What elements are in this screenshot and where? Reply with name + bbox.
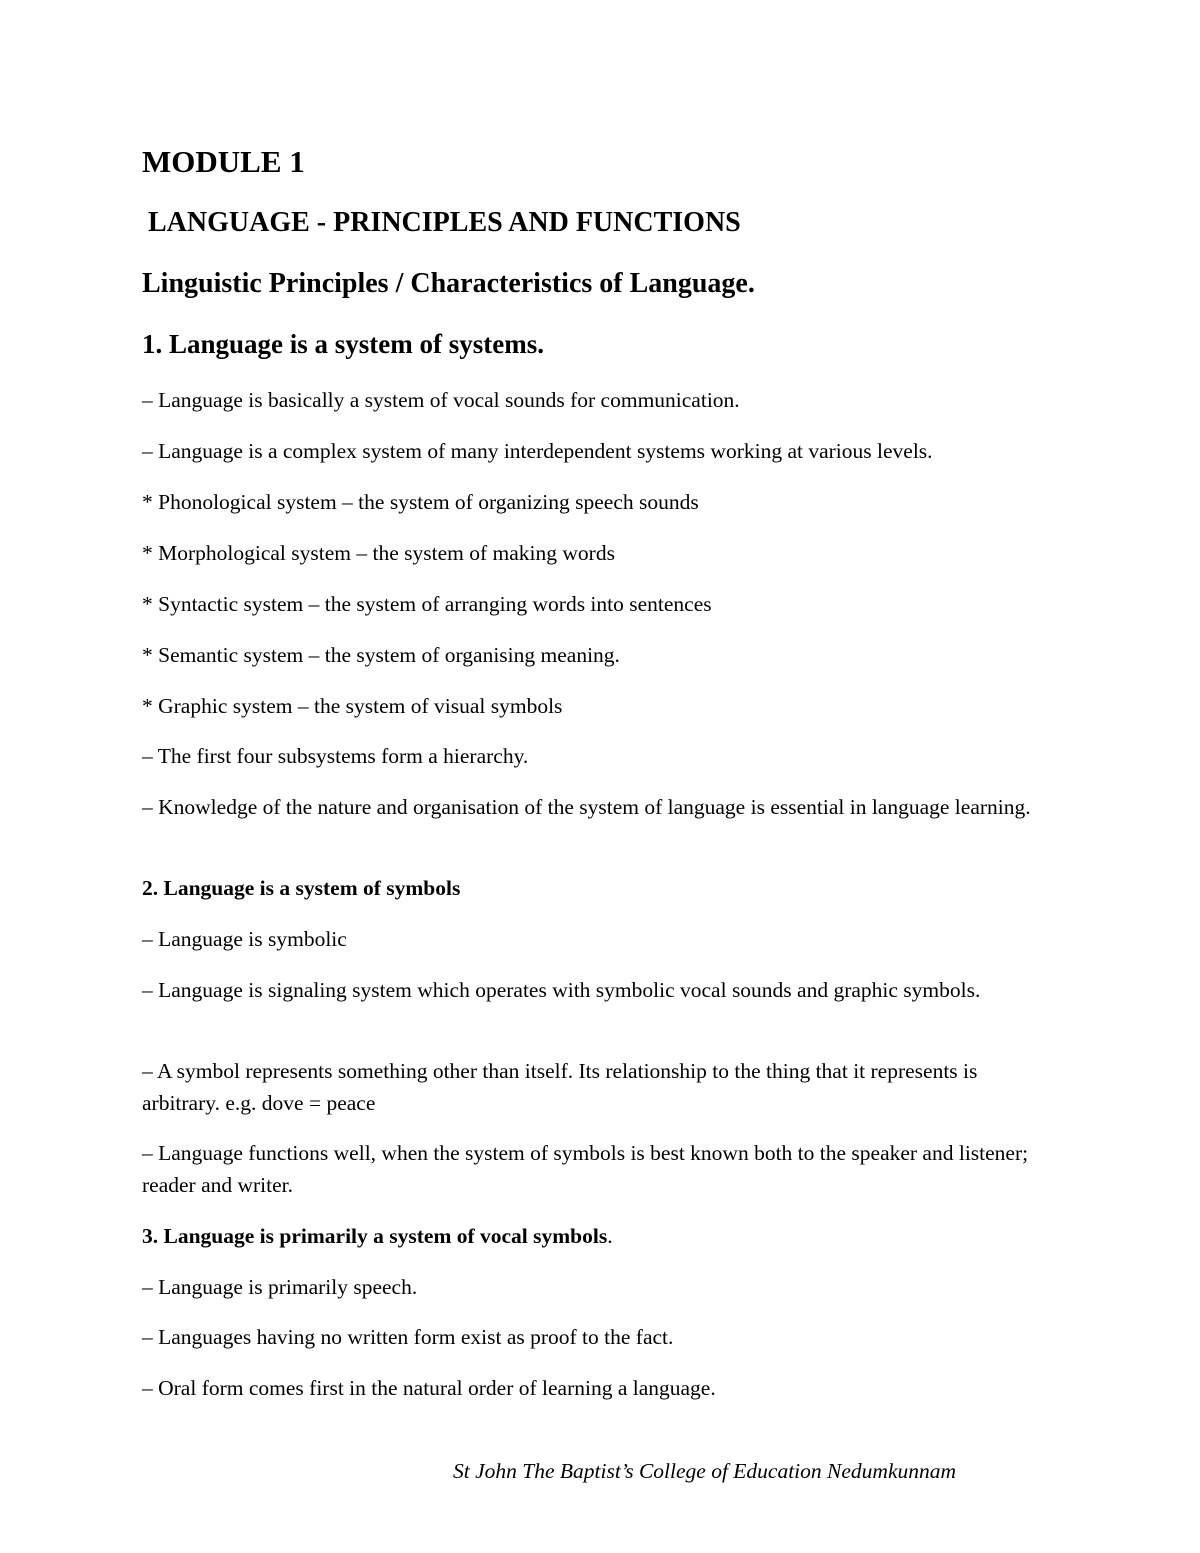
principle-1-line: – Language is a complex system of many interdependent systems working at various levels.	[142, 439, 933, 463]
principle-2-line: – Language is symbolic	[142, 927, 347, 951]
principle-2-heading: 2. Language is a system of symbols	[142, 876, 461, 900]
principle-1-subsystem-item: * Syntactic system – the system of arranging words into sentences	[142, 592, 712, 616]
module-subtitle: LANGUAGE - PRINCIPLES AND FUNCTIONS	[148, 207, 741, 238]
principle-3-line: – Oral form comes first in the natural order of learning a language.	[142, 1376, 716, 1400]
principle-3-line: – Languages having no written form exist as proof to the fact.	[142, 1325, 674, 1349]
principle-3-line: – Language is primarily speech.	[142, 1275, 418, 1299]
principle-1-line: – The first four subsystems form a hierarchy.	[142, 744, 529, 768]
principle-3-heading-text: 3. Language is primarily a system of vocal symbols	[142, 1224, 608, 1248]
principle-1-subsystem-item: * Morphological system – the system of making words	[142, 541, 615, 565]
principle-1-subsystem-item: * Phonological system – the system of organizing speech sounds	[142, 490, 699, 514]
page-footer: St John The Baptist’s College of Education Nedumkunnam	[453, 1459, 957, 1483]
principle-2-line: – A symbol represents something other than itself. Its relationship to the thing that it represents is arbitrary. e.g. dove = peace	[142, 1059, 978, 1115]
principle-2-line: – Language is signaling system which operates with symbolic vocal sounds and graphic symbols.	[142, 978, 981, 1002]
principle-3-heading-period: .	[607, 1224, 613, 1248]
principle-1-heading: 1. Language is a system of systems.	[142, 329, 544, 359]
principle-1-line: – Language is basically a system of vocal sounds for communication.	[142, 388, 740, 412]
principle-1-subsystem-item: * Semantic system – the system of organising meaning.	[142, 643, 620, 667]
principle-1-line: – Knowledge of the nature and organisation of the system of language is essential in language learning.	[142, 795, 1031, 819]
principle-3-heading	[142, 1226, 613, 1248]
principle-1-subsystem-item: * Graphic system – the system of visual symbols	[142, 694, 563, 718]
module-title: MODULE 1	[142, 144, 305, 179]
section-heading: Linguistic Principles / Characteristics of Language.	[142, 268, 755, 299]
principle-2-line: – Language functions well, when the system of symbols is best known both to the speaker and listener; reader and writer.	[142, 1141, 1029, 1197]
